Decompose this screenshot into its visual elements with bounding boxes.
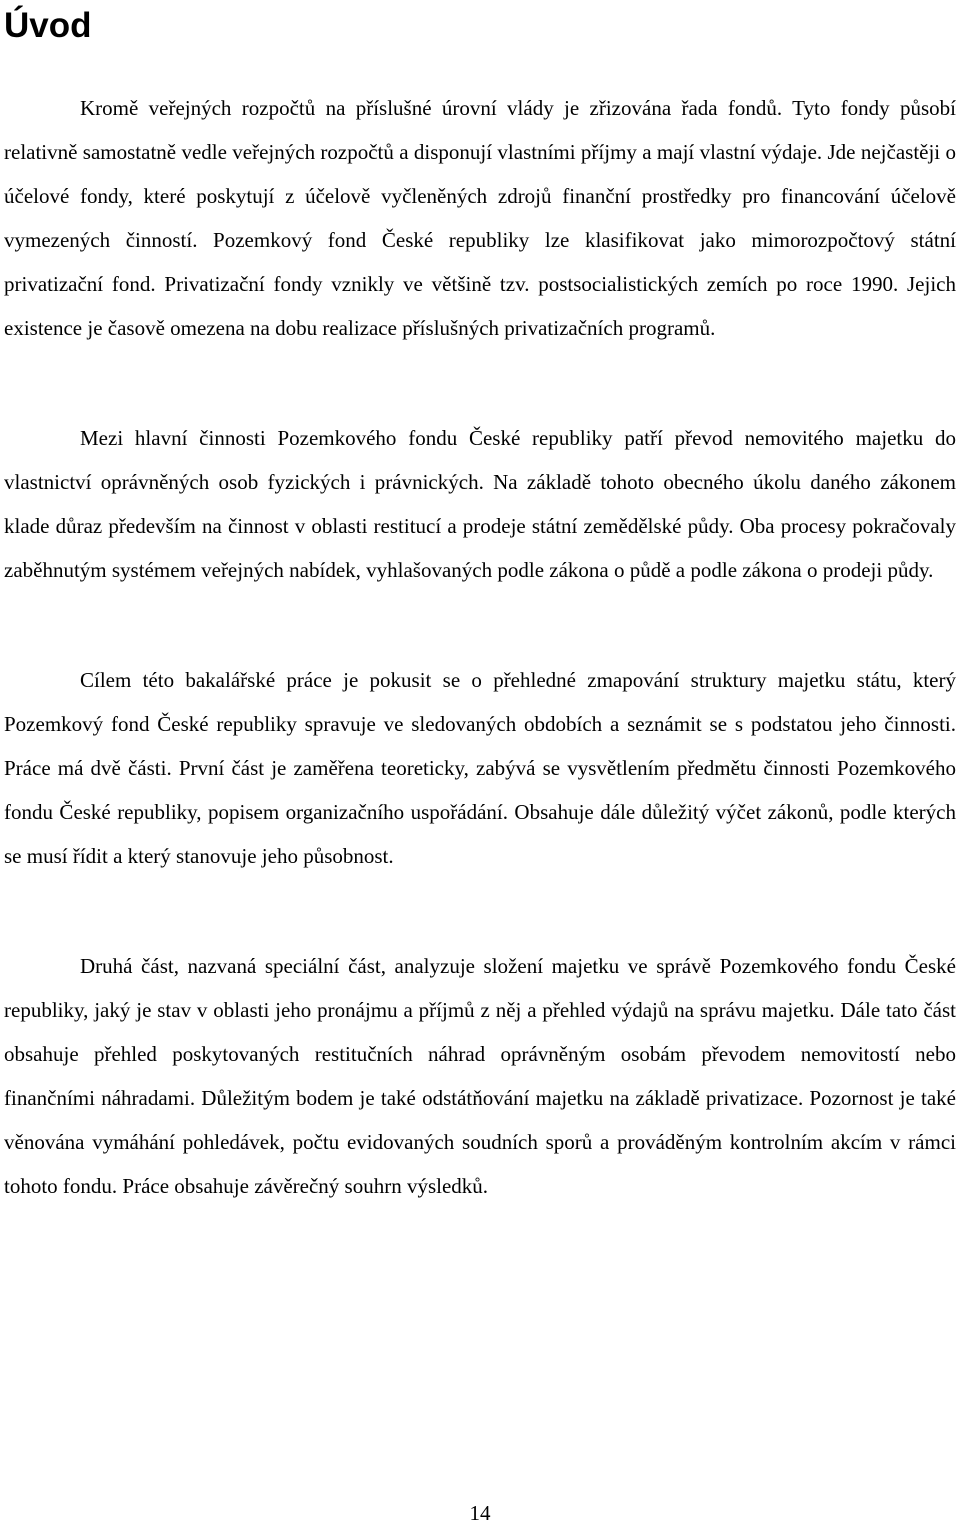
paragraph-thesis-goal: Cílem této bakalářské práce je pokusit se o přehledné zmapování struktury majetku státu, který Pozemkový fond České republiky spravuje ve sledovaných obdobích a seznámit se s podstatou jeho činnosti. Práce má dvě části. První část je zaměřena teoreticky, zabývá se vysvětlením předmětu činnosti Pozemkového fondu České republiky, popisem organizačního uspořádání. Obsahuje dále důležitý výčet zákonů, podle kterých se musí řídit a který stanovuje jeho působnost. — [4, 668, 956, 868]
page-title: Úvod — [4, 6, 92, 45]
paragraph-intro: Kromě veřejných rozpočtů na příslušné úrovní vlády je zřizována řada fondů. Tyto fondy působí relativně samostatně vedle veřejných rozpočtů a disponují vlastními příjmy a mají vlastní výdaje. Jde nejčastěji o účelové fondy, které poskytují z účelově vyčleněných zdrojů finanční prostředky pro financování účelově vymezených činností. Pozemkový fond České republiky lze klasifikovat jako mimorozpočtový státní privatizační fond. Privatizační fondy vznikly ve většině tzv. postsocialistických zemích po roce 1990. Jejich existence je časově omezena na dobu realizace příslušných privatizačních programů. — [4, 96, 956, 340]
paragraph-main-activities: Mezi hlavní činnosti Pozemkového fondu České republiky patří převod nemovitého majetku do vlastnictví oprávněných osob fyzických i právnických. Na základě tohoto obecného úkolu daného zákonem klade důraz především na činnost v oblasti restitucí a prodeje státní zemědělské půdy. Oba procesy pokračovaly zaběhnutým systémem veřejných nabídek, vyhlašovaných podle zákona o půdě a podle zákona o prodeji půdy. — [4, 426, 956, 582]
paragraph-second-part: Druhá část, nazvaná speciální část, analyzuje složení majetku ve správě Pozemkového fondu České republiky, jaký je stav v oblasti jeho pronájmu a příjmů z něj a přehled výdajů na správu majetku. Dále tato část obsahuje přehled poskytovaných restitučních náhrad oprávněným osobám převodem nemovitostí nebo finančními náhradami. Důležitým bodem je také odstátňování majetku na základě privatizace. Pozornost je také věnována vymáhání pohledávek, počtu evidovaných soudních sporů a prováděným kontrolním akcím v rámci tohoto fondu. Práce obsahuje závěrečný souhrn výsledků. — [4, 954, 956, 1198]
page-number: 14 — [469, 1501, 491, 1525]
